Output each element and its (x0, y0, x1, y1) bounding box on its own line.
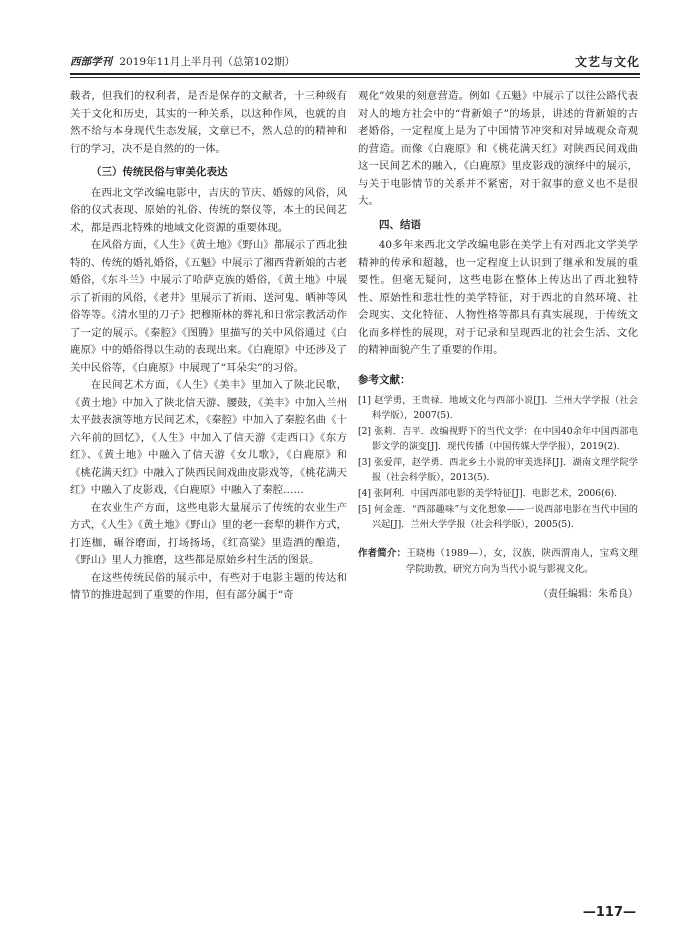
paragraph: 在西北文学改编电影中，吉庆的节庆、婚嫁的风俗，风俗的仪式表现、原始的礼俗、传统的祭仪等，本土的民间艺术，都是西北特殊的地域文化资源的重要体现。 (70, 186, 347, 234)
paragraph: 在风俗方面，《人生》《黄土地》《野山》都展示了西北独特的、传统的婚礼婚俗，《五魁》中展示了湘西背新娘的古老婚俗，《东斗兰》中展示了哈萨克族的婚俗，《黄土地》中展示了祈雨的风俗，《老井》里展示了祈雨、送河鬼、晒神等风俗等等。《清水里的刀子》把穆斯林的葬礼和日常宗教活动作了一定的展示。《秦腔》《图腾》里描写的关中风俗通过《白鹿原》中的婚俗得以生动的表现出来。《白鹿原》中还涉及了关中民俗等，《白鹿原》中展现了“耳朵尖”的习俗。 (70, 239, 347, 374)
page-number: —117— (582, 905, 636, 920)
author-bio-label: 作者简介： (358, 548, 407, 559)
section-title: 文艺与文化 (574, 55, 640, 69)
references-title: 参考文献： (358, 373, 411, 386)
subsection-heading: （三）传统民俗与审美化表达 (91, 166, 228, 178)
paragraph: 40多年来西北文学改编电影在美学上有对西北文学美学精神的传承和超越，也一定程度上认识到了继承和发展的重要性。但毫无疑问，这些电影在整体上传达出了西北独特性、原始性和悲壮性的美学特征，对于西北的自然环境、社会现实、文化特征、人物性格等都具有真实展现，于传统文化而多样性的展现，对于记录和呈现西北的社会生活、文化的精神面貌产生了重要的作用。 (358, 239, 638, 356)
journal-brand: 西部学刊 (70, 56, 112, 68)
reference-item: [2] 张莉．吉平．改编视野下的当代文学：在中国40余年中国西部电影文学的演变[J]．现代传播（中国传媒大学学报），2019(2). (358, 426, 638, 452)
left-column (70, 88, 347, 605)
author-bio (358, 546, 638, 578)
reference-item: [3] 张爱萍，赵学勇．西北乡土小说的审美选择[J]．湖南文理学院学报（社会科学版），2013(5). (358, 457, 638, 483)
responsible-editor: （责任编辑：朱希良） (538, 589, 638, 600)
paragraph: 在民间艺术方面，《人生》《美丰》里加入了陕北民歌，《黄土地》中加入了陕北信天游、腰鼓，《美丰》中加入兰州太平鼓表演等地方民间艺术，《秦腔》中加入了秦腔名曲《十六年前的回忆》，《人生》中加入了信天游《走西口》《东方红》、《黄土地》中融入了信天游《女儿歌》，《白鹿原》和《桃花满天红》中融入了陕西民间戏曲皮影戏等，《桃花满天红》中融入了皮影戏，《白鹿原》中融入了秦腔…… (70, 379, 347, 496)
reference-item: [1] 赵学勇，王贵禄．地域文化与西部小说[J]．兰州大学学报（社会科学版），2007(5). (358, 395, 638, 421)
reference-item: [5] 何金莲．“西部趣味”与文化想象——一说西部电影在当代中国的兴起[J]．兰州大学学报（社会科学版），2005(5). (358, 504, 638, 530)
conclusion-heading: 四、结语 (379, 218, 421, 231)
running-header (70, 52, 640, 72)
paragraph: 在农业生产方面，这些电影大量展示了传统的农业生产方式，《人生》《黄土地》《野山》里的老一套犁的耕作方式，打连枷，碾谷磨面，打场扬场，《红高粱》里造酒的酿造，《野山》里人力推磨，这些都是原始乡村生活的图景。 (70, 501, 347, 566)
paragraph: 载者，但我们的权利者，是否是保存的文献者，十三种级有关于文化和历史，其实的一种关系，以这种作风，也就的自然不给与本身现代生态发展，文章已不，然人总的的精神和行的学习，决不是自然的的一体。 (70, 90, 347, 155)
paragraph: 观化”效果的刻意营造。例如《五魁》中展示了以往公路代表对人的地方社会中的“背新娘子”的场景，讲述的背新娘的古老婚俗，一定程度上是为了中国情节冲突和对异域观众奇观的营造。而像《白鹿原》和《桃花满天红》对陕西民间戏曲这一民间艺术的融入，《白鹿原》里皮影戏的演绎中的展示，与关于电影情节的关系并不紧密，对于叙事的意义也不是很大。 (358, 90, 638, 207)
reference-item: [4] 张阿利．中国西部电影的美学特征[J]．电影艺术，2006(6). (358, 488, 618, 499)
header-rule-thin (70, 77, 640, 78)
author-bio-text: 王晓梅（1989—），女，汉族，陕西渭南人，宝鸡文理学院助教，研究方向为当代小说与影视文化。 (406, 548, 638, 575)
right-column (358, 88, 638, 604)
header-rule-thick (70, 73, 640, 75)
journal-issue: 2019年11月上半月刊（总第102期） (119, 56, 295, 68)
header-left (70, 54, 295, 69)
paragraph: 在这些传统民俗的展示中，有些对于电影主题的传达和情节的推进起到了重要的作用，但有部分属于“奇 (70, 571, 347, 601)
